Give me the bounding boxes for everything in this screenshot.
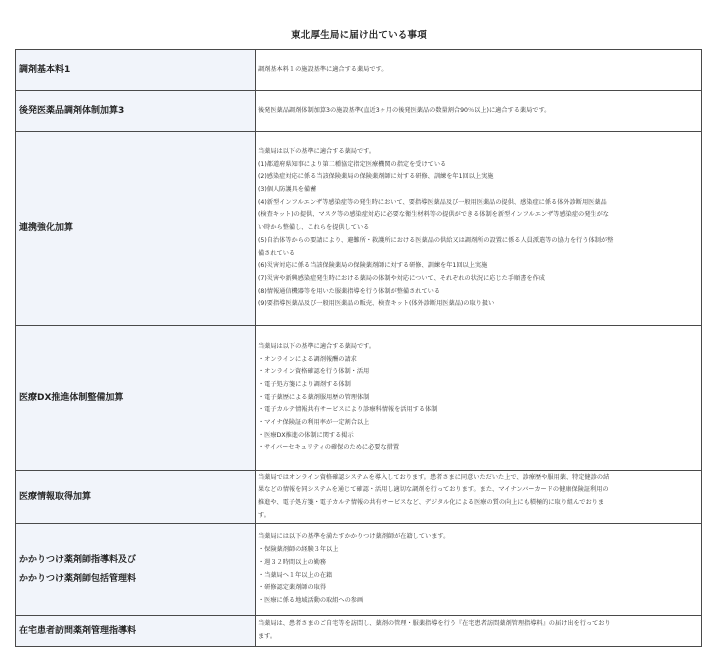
content-line: (8)情報通信機器等を用いた服薬指導を行う体制が整備されている [258,287,441,295]
content-line: ・医療DX推進の体制に関する掲示 [258,431,354,439]
content-line: (1)都道府県知事により第二種協定指定医療機関の指定を受けている [258,160,447,168]
content-line: 当薬局は以下の基準に適合する薬局です。 [258,147,376,155]
content-line: 当薬局は以下の基準に適合する薬局です。 [258,342,376,350]
content-line: ・オンラインによる調剤報酬の請求 [258,355,357,363]
row-label-line: かかりつけ薬剤師指導料及び [19,554,137,565]
row-content [256,471,702,524]
content-line: 当薬局ではオンライン資格確認システムを導入しております。患者さまに同意いただいた上で、診療歴や服用薬、特定健診の結 [258,473,610,481]
row-content [256,132,702,326]
table-row [16,326,702,471]
content-line: ・サイバーセキュリティの確保のために必要な措置 [258,444,400,452]
content-line: ・研修認定薬剤師の取得 [258,584,327,592]
notification-items-table [15,49,702,647]
content-line: (3)個人防護具を備蓄 [258,186,317,194]
content-line: (検査キット)の提供、マスク等の感染症対応に必要な衛生材料等の提供ができる体制を新型インフルエンザ等感染症の発生がな [258,211,609,219]
document-title: 東北厚生局に届け出ている事項 [291,30,427,41]
row-content [256,524,702,616]
content-line: す。 [258,511,270,519]
content-line: ・週３２時間以上の勤務 [258,558,327,566]
row-content [256,50,702,91]
content-line: い時から整備し、これらを提供している [258,224,370,232]
content-line: ・医療に係る地域活動の取組への参画 [258,596,364,604]
row-label [16,524,256,616]
content-line: 当薬局には以下の基準を満たすかかりつけ薬剤師が在籍しています。 [258,533,450,541]
content-line: ・当薬局へ１年以上の在籍 [258,571,333,579]
row-content [256,326,702,471]
row-content [256,616,702,647]
content-line: 果などの情報を同システムを通じて確認・活用し適切な調剤を行っております。また、マイナンバーカードの健康保険証利用の [258,486,609,494]
row-label-line: かかりつけ薬剤師包括管理料 [19,573,137,584]
content-line: 備されている [258,249,296,257]
content-line: 調剤基本料１の施設基準に適合する薬局です。 [258,65,388,73]
content-line: (2)感染症対応に係る当該保険薬局の保険薬剤師に対する研修、訓練を年1回以上実施 [258,173,494,181]
row-label: 後発医薬品調剤体制加算3 [16,91,256,132]
table-row [16,616,702,647]
content-line: (9)要指導医薬品及び一般用医薬品の販売、検査キット(体外診断用医薬品)の取り扱い [258,300,495,308]
content-line: (4)新型インフルエンザ等感染症等の発生時において、要指導医薬品及び一般用医薬品の提供、感染症に係る体外診断用医薬品 [258,198,607,206]
row-content [256,91,702,132]
content-line: ・保険薬剤師の経験３年以上 [258,546,339,554]
table-row [16,132,702,326]
content-line: (7)災害や新興感染症発生時における薬局の体制や対応について、それぞれの状況に応じた手順書を作成 [258,274,545,282]
content-line: 当薬局は、患者さまのご自宅等を訪問し、薬剤の管理・服薬指導を行う『在宅患者訪問薬剤管理指導料』の届け出を行っており [258,620,611,628]
table-row [16,50,702,91]
content-line: (5)自治体等からの要請により、避難所・救護所における医薬品の供給又は調剤所の設置に係る人員派遣等の協力を行う体制が整 [258,236,614,244]
row-label: 在宅患者訪問薬剤管理指導料 [16,616,256,647]
content-line: ・電子カルテ情報共有サービスにより診療科情報を活用する体制 [258,406,438,414]
row-label: 医療DX推進体制整備加算 [16,326,256,471]
row-label: 医療情報取得加算 [16,471,256,524]
content-line: 後発医薬品調剤体制加算3の施設基準(直近3ヶ月の後発医薬品の数量割合90％以上)に適合する薬局です。 [258,106,551,114]
content-line: ・電子薬歴による薬剤服用歴の管理体制 [258,393,370,401]
table-row [16,91,702,132]
row-label: 調剤基本料1 [16,50,256,91]
content-line: ます。 [258,633,277,640]
row-label: 連携強化加算 [16,132,256,326]
table-row [16,471,702,524]
content-line: ・オンライン資格確認を行う体制・活用 [258,368,370,376]
content-line: 推進や、電子処方箋・電子カルテ情報の共有サービスなど、デジタル化による医療の質の向上にも積極的に取り組んでおりま [258,499,605,506]
content-line: ・マイナ保険証の利用率が一定割合以上 [258,419,370,427]
content-line: (6)災害対応に係る当該保険薬局の保険薬剤師に対する研修、訓練を年1回以上実施 [258,262,488,270]
table-row [16,524,702,616]
content-line: ・電子処方箋により調剤する体制 [258,380,351,388]
